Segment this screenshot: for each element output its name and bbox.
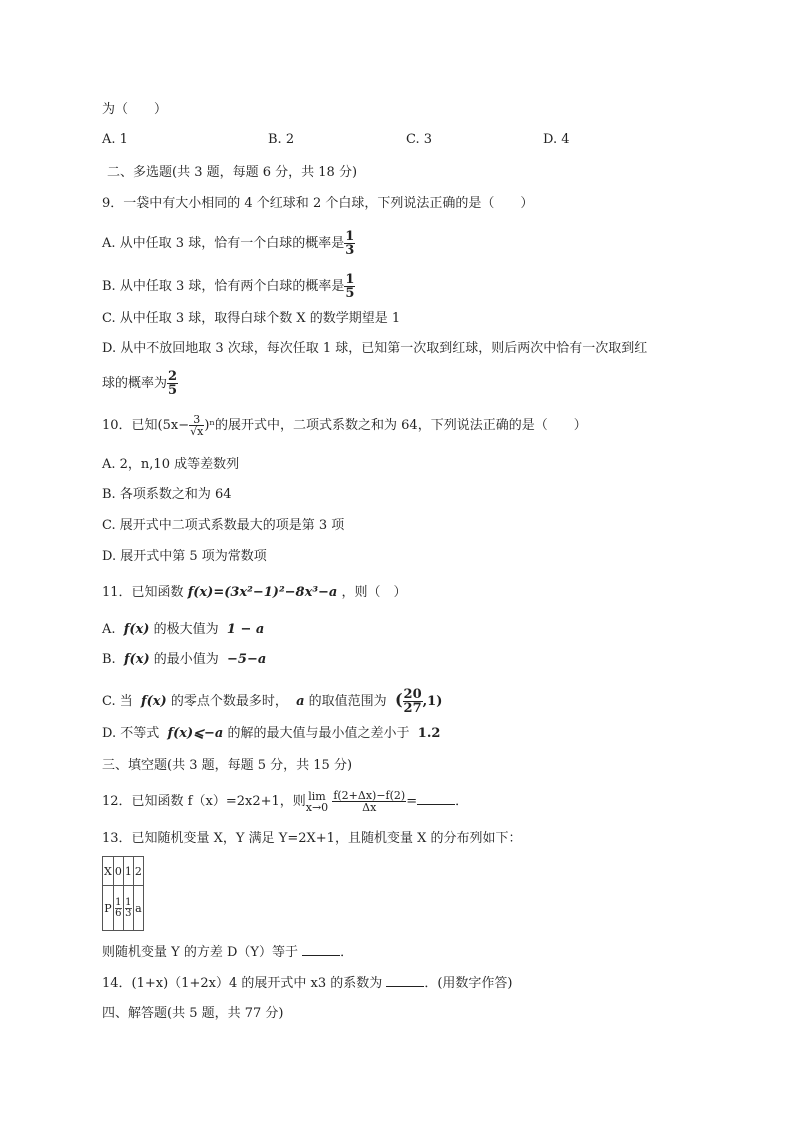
q11-c-math: f(x) [141,694,167,709]
q8-option-d: D. 4 [543,132,570,147]
q9-option-b-text: B. 从中任取 3 球，恰有两个白球的概率是 [102,279,345,294]
q11-c-open-paren: ( [394,690,403,709]
q9-stem: 9．一袋中有大小相同的 4 个红球和 2 个白球，下列说法正确的是（ ） [102,196,534,211]
q11-c-label: C. 当 [102,694,133,709]
q11-b-value: −5−a [227,652,267,667]
q11-function: f(x)=(3x²−1)²−8x³−a [187,585,338,600]
q11-c-fraction: $\frac{20}{27}$ [403,687,422,716]
q10-option-b: B. 各项系数之和为 64 [102,487,232,502]
q9-option-b [102,273,355,300]
q11-a-label: A. [102,622,116,637]
q8-tail: 为（ ） [102,102,168,117]
q9-option-d-line1: D. 从中不放回地取 3 次球，每次任取 1 球，已知第一次取到红球，则后两次中恰有一次取到红 [102,341,648,356]
q9-option-d-line2 [102,370,178,397]
q11-b-math: f(x) [123,652,150,667]
table-cell: $\frac{1}{3}$ [123,886,133,931]
q12-limit: lim x→0 [305,789,329,814]
q11-c-variable: a [296,694,305,709]
q9-option-b-fraction: $\frac{1}{5}$ [345,272,355,301]
q9-option-d-fraction: $\frac{2}{5}$ [168,369,178,398]
q12-equals: = [406,794,418,809]
table-row [103,857,144,886]
q11-option-d [102,725,440,743]
q11-b-label: B. [102,652,116,667]
section-multiple-choice-heading: 二、多选题(共 3 题，每题 6 分，共 18 分) [107,165,358,180]
q11-option-a [102,621,264,639]
q10-stem-prefix: 10．已知(5x− [102,418,190,433]
q11-a-math: f(x) [123,622,150,637]
q13-distribution-table [102,856,144,931]
table-cell: 1 [123,857,133,886]
table-cell: $\frac{1}{6}$ [113,886,123,931]
q10-stem [102,414,587,437]
q8-option-b: B. 2 [268,132,295,147]
table-cell: P [103,886,114,931]
q14-suffix: ．(用数字作答) [424,976,513,991]
q10-option-d: D. 展开式中第 5 项为常数项 [102,549,267,564]
q11-c-text2: 的取值范围为 [308,694,387,709]
q14-prefix: 14．(1+x)（1+2x）4 的展开式中 x3 的系数为 [102,976,383,991]
q10-option-c: C. 展开式中二项式系数最大的项是第 3 项 [102,518,345,533]
q11-c-tail: ,1) [422,694,443,709]
q11-c-text: 的零点个数最多时， [170,694,288,709]
q14-answer-blank[interactable] [386,974,424,987]
q9-option-c: C. 从中任取 3 球，取得白球个数 X 的数学期望是 1 [102,311,401,326]
q13-stem: 13．已知随机变量 X，Y 满足 Y=2X+1，且随机变量 X 的分布列如下： [102,831,522,846]
q11-stem-suffix: ，则（ ） [341,585,407,600]
q12-stem [102,790,468,813]
q14-stem [102,974,513,993]
q11-option-c [102,688,442,715]
table-row [103,886,144,931]
q10-stem-suffix: )ⁿ的展开式中，二项式系数之和为 64，下列说法正确的是（ ） [204,418,587,433]
q9-option-d-text: 球的概率为 [102,376,168,391]
q12-end: ． [455,794,469,809]
section-answer-heading: 四、解答题(共 5 题，共 77 分) [102,1006,284,1021]
q8-option-a: A. 1 [102,132,128,147]
q11-d-value: 1.2 [417,726,441,741]
q12-answer-blank[interactable] [417,792,455,805]
q10-option-a: A. 2，n,10 成等差数列 [102,457,240,472]
q11-a-text: 的极大值为 [153,622,219,637]
q12-fraction: $\frac{f(2+\Delta x)-f(2)}{\Delta x}$ [333,789,406,814]
q9-option-a-text: A. 从中任取 3 球，恰有一个白球的概率是 [102,236,345,251]
q13-answer-blank[interactable] [302,943,340,956]
q9-option-a-fraction: $\frac{1}{3}$ [345,229,355,258]
q11-d-math: f(x)⩽−a [167,726,224,741]
q11-a-value: 1 − a [226,622,265,637]
q11-stem-prefix: 11．已知函数 [102,585,184,600]
q13-question [102,943,353,962]
q11-d-text: 的解的最大值与最小值之差小于 [227,726,410,741]
q9-option-a [102,230,355,257]
q13-end: ． [340,945,354,960]
table-cell: a [133,886,143,931]
table-cell: X [103,857,114,886]
section-fill-in-heading: 三、填空题(共 3 题，每题 5 分，共 15 分) [102,758,353,773]
table-cell: 0 [113,857,123,886]
q8-option-c: C. 3 [406,132,433,147]
q11-d-label: D. 不等式 [102,726,160,741]
q10-stem-fraction: $\frac{3}{√x}$ [190,413,204,438]
q11-option-b [102,651,266,669]
q12-prefix: 12．已知函数 f（x）=2x2+1，则 [102,794,306,809]
table-cell: 2 [133,857,143,886]
q11-b-text: 的最小值为 [153,652,219,667]
q13-question-text: 则随机变量 Y 的方差 D（Y）等于 [102,945,298,960]
q11-stem [102,584,407,602]
